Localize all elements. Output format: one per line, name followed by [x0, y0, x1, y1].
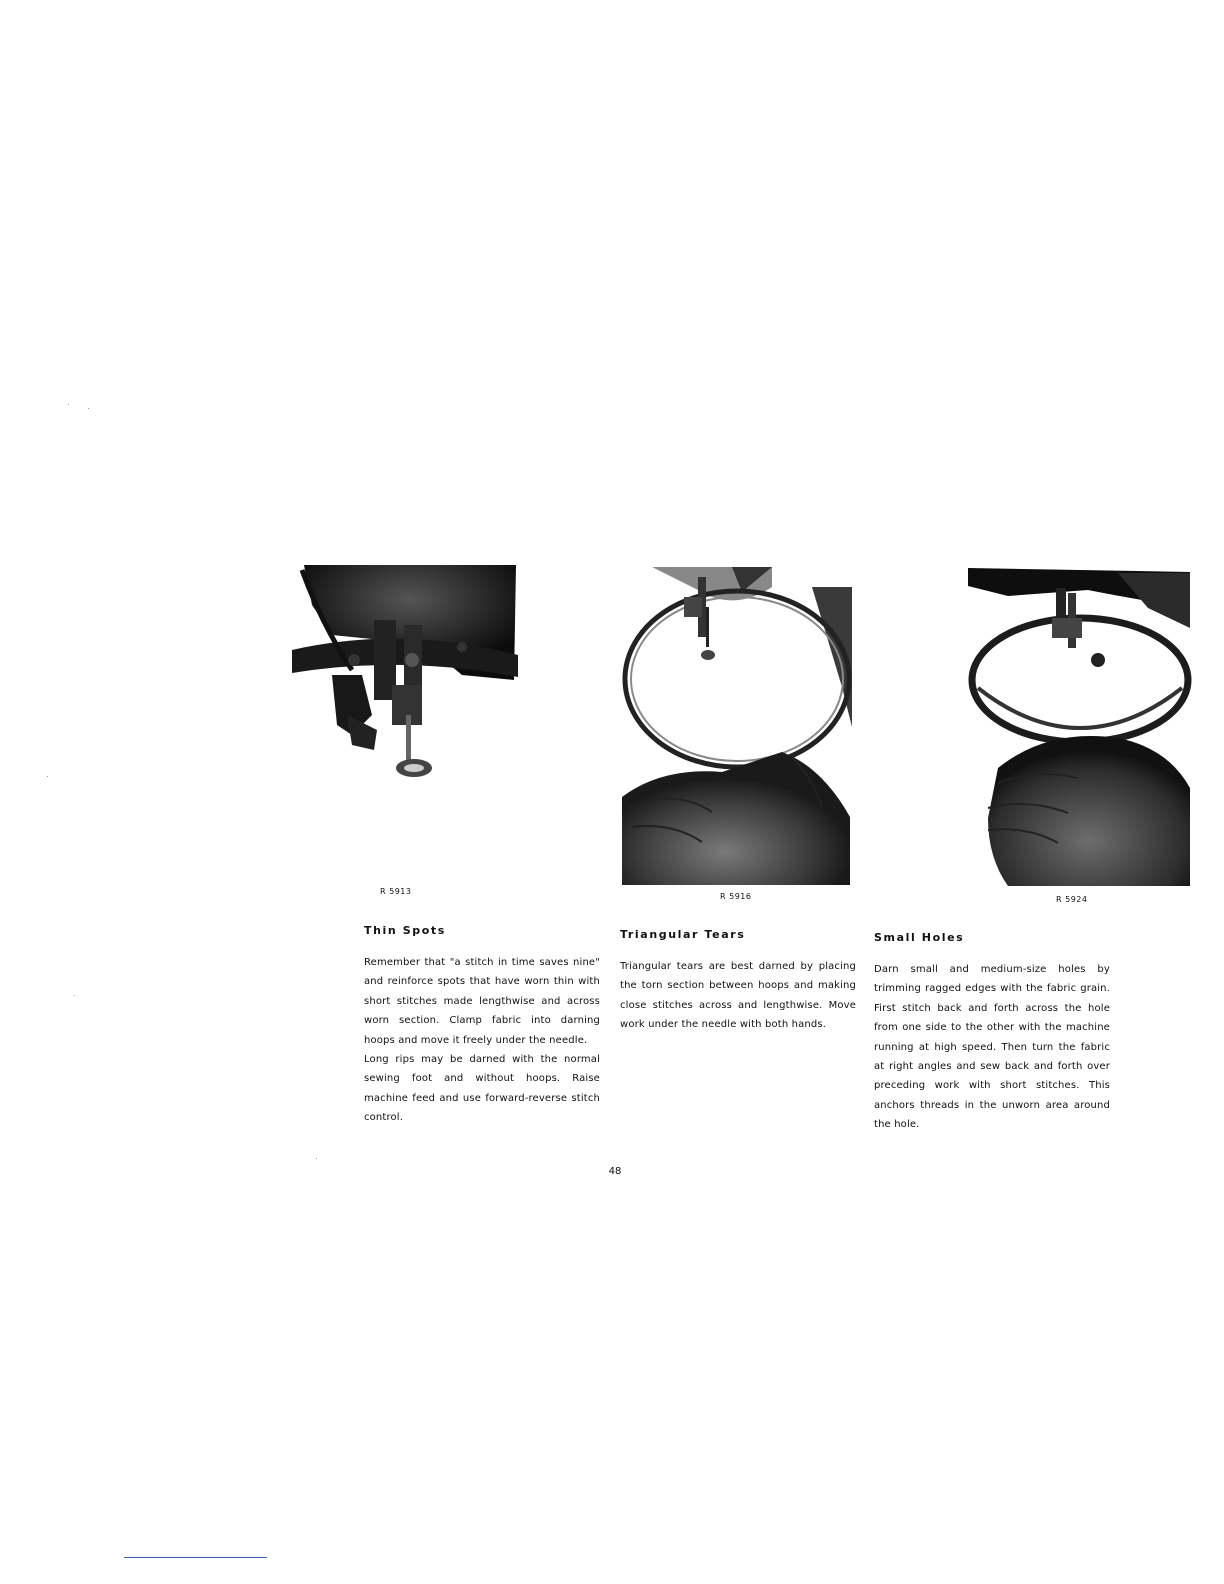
section-triangular-tears: [620, 928, 856, 1035]
figure-code: R 5913: [380, 887, 412, 896]
section-small-holes: [874, 931, 1110, 1135]
figure-photo-small-holes: [968, 568, 1192, 888]
section-heading: Thin Spots: [364, 924, 446, 937]
page-number: 48: [608, 1166, 622, 1177]
footer-divider: [124, 1557, 267, 1558]
scan-speck: [47, 776, 48, 777]
figure-photo-thin-spots: [292, 565, 518, 800]
section-heading: Small Holes: [874, 931, 965, 944]
section-paragraph: Remember that "a stitch in time saves nine" and reinforce spots that have worn thin with short stitches made lengthwise and across worn section. Clamp fabric into darning hoops and move it freely under the needle.: [364, 957, 600, 1046]
figure-code: R 5924: [1056, 895, 1088, 904]
section-paragraph: Darn small and medium-size holes by trimming ragged edges with the fabric grain. First stitch back and forth across the hole from one side to the other with the machine running at high speed. Then turn the fabric at right angles and sew back and forth over preceding work with short stitches. This anchors threads in the unworn area around the hole.: [874, 964, 1110, 1131]
figure-code: R 5916: [720, 892, 752, 901]
section-heading: Triangular Tears: [620, 928, 746, 941]
section-paragraph: Long rips may be darned with the normal sewing foot and without hoops. Raise machine feed and use forward-reverse stitch control.: [364, 1054, 600, 1124]
scan-speck: [74, 995, 75, 996]
figure-photo-triangular-tears: [622, 567, 852, 885]
section-thin-spots: [364, 924, 600, 1128]
scan-speck: [68, 404, 69, 405]
section-paragraph: Triangular tears are best darned by placing the torn section between hoops and making close stitches across and lengthwise. Move work under the needle with both hands.: [620, 961, 856, 1031]
scan-speck: [316, 1158, 317, 1159]
scan-speck: [88, 408, 89, 409]
